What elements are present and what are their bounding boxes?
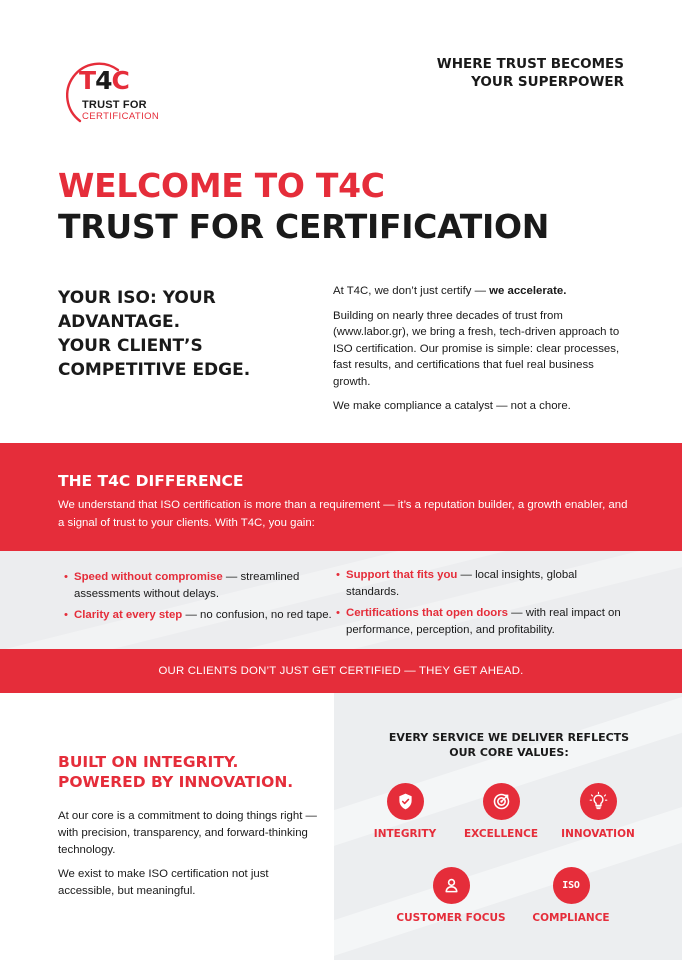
integrity-title bbox=[58, 752, 328, 792]
shield-check-icon bbox=[395, 791, 416, 812]
intro-accelerate: we accelerate. bbox=[489, 285, 567, 297]
difference-title: THE T4C DIFFERENCE bbox=[58, 472, 244, 490]
difference-text: We understand that ISO certification is more than a requirement — it’s a reputation builder, a growth enabler, and a signal of trust to your clients. With T4C, you gain: bbox=[58, 499, 628, 529]
user-icon bbox=[441, 875, 462, 896]
integrity-paragraph-1: At our core is a commitment to doing things right — with precision, transparency, and forward-thinking technology. bbox=[58, 810, 317, 856]
integrity-title-line-1: BUILT ON INTEGRITY. bbox=[58, 753, 239, 771]
tagline bbox=[364, 55, 624, 91]
values-heading-line-2: OUR CORE VALUES: bbox=[449, 746, 569, 759]
iso-heading-line: YOUR ISO: YOUR bbox=[58, 288, 216, 308]
target-icon bbox=[491, 791, 512, 812]
benefits-list-right bbox=[336, 567, 626, 643]
logo-line-certification: CERTIFICATION bbox=[82, 111, 160, 122]
value-label: CUSTOMER FOCUS bbox=[396, 912, 506, 924]
value-compliance bbox=[511, 867, 631, 924]
value-customer-focus bbox=[391, 867, 511, 924]
lightbulb-icon bbox=[588, 791, 609, 812]
value-innovation bbox=[538, 783, 658, 840]
clients-strap bbox=[0, 649, 682, 693]
value-label: EXCELLENCE bbox=[464, 828, 538, 840]
values-heading bbox=[376, 730, 642, 760]
benefits-list-left bbox=[64, 569, 334, 629]
tagline-line-2: YOUR SUPERPOWER bbox=[471, 74, 624, 90]
intro-paragraph-1: At T4C, we don’t just certify — we accelerate. bbox=[333, 285, 567, 297]
values-heading-line-1: EVERY SERVICE WE DELIVER REFLECTS bbox=[388, 731, 630, 744]
value-label: INTEGRITY bbox=[373, 828, 437, 840]
intro-paragraph-2: Building on nearly three decades of trust from (www.labor.gr), we bring a fresh, tech-driven approach to ISO certification. Our promise is simple: clear processes, fast results, and certifications that fuel real business growth. bbox=[333, 309, 620, 388]
integrity-paragraph-2: We exist to make ISO certification not just accessible, but meaningful. bbox=[58, 868, 269, 897]
list-item: • Certifications that open doors — with real impact on performance, perception, and profitability. bbox=[336, 607, 621, 636]
logo-line-trust-for: TRUST FOR bbox=[82, 99, 147, 111]
value-label: INNOVATION bbox=[561, 828, 635, 840]
t4c-logo bbox=[58, 56, 188, 128]
integrity-text bbox=[58, 808, 318, 907]
list-item: • Speed without compromise — streamlined assessments without delays. bbox=[64, 571, 300, 600]
integrity-title-line-2: POWERED BY INNOVATION. bbox=[58, 773, 294, 791]
list-item: • Clarity at every step — no confusion, no red tape. bbox=[64, 609, 332, 621]
iso-advantage-heading bbox=[58, 286, 288, 382]
iso-heading-line: COMPETITIVE EDGE. bbox=[58, 360, 251, 380]
iso-icon: ISO bbox=[562, 880, 580, 891]
intro-paragraph-3: We make compliance a catalyst — not a chore. bbox=[333, 400, 571, 412]
hero-title-welcome: WELCOME TO T4C bbox=[58, 166, 385, 205]
tagline-line-1: WHERE TRUST BECOMES bbox=[436, 56, 624, 72]
hero-title-trust: TRUST FOR CERTIFICATION bbox=[58, 207, 550, 246]
strap-text: OUR CLIENTS DON’T JUST GET CERTIFIED — THEY GET AHEAD. bbox=[158, 665, 524, 677]
iso-heading-line: YOUR CLIENT’S bbox=[58, 336, 203, 356]
logo-mark: T4C bbox=[79, 66, 129, 95]
value-label: COMPLIANCE bbox=[532, 912, 610, 924]
list-item: • Support that fits you — local insights, global standards. bbox=[336, 569, 578, 598]
iso-heading-line: ADVANTAGE. bbox=[58, 312, 181, 332]
intro-text bbox=[333, 283, 633, 423]
